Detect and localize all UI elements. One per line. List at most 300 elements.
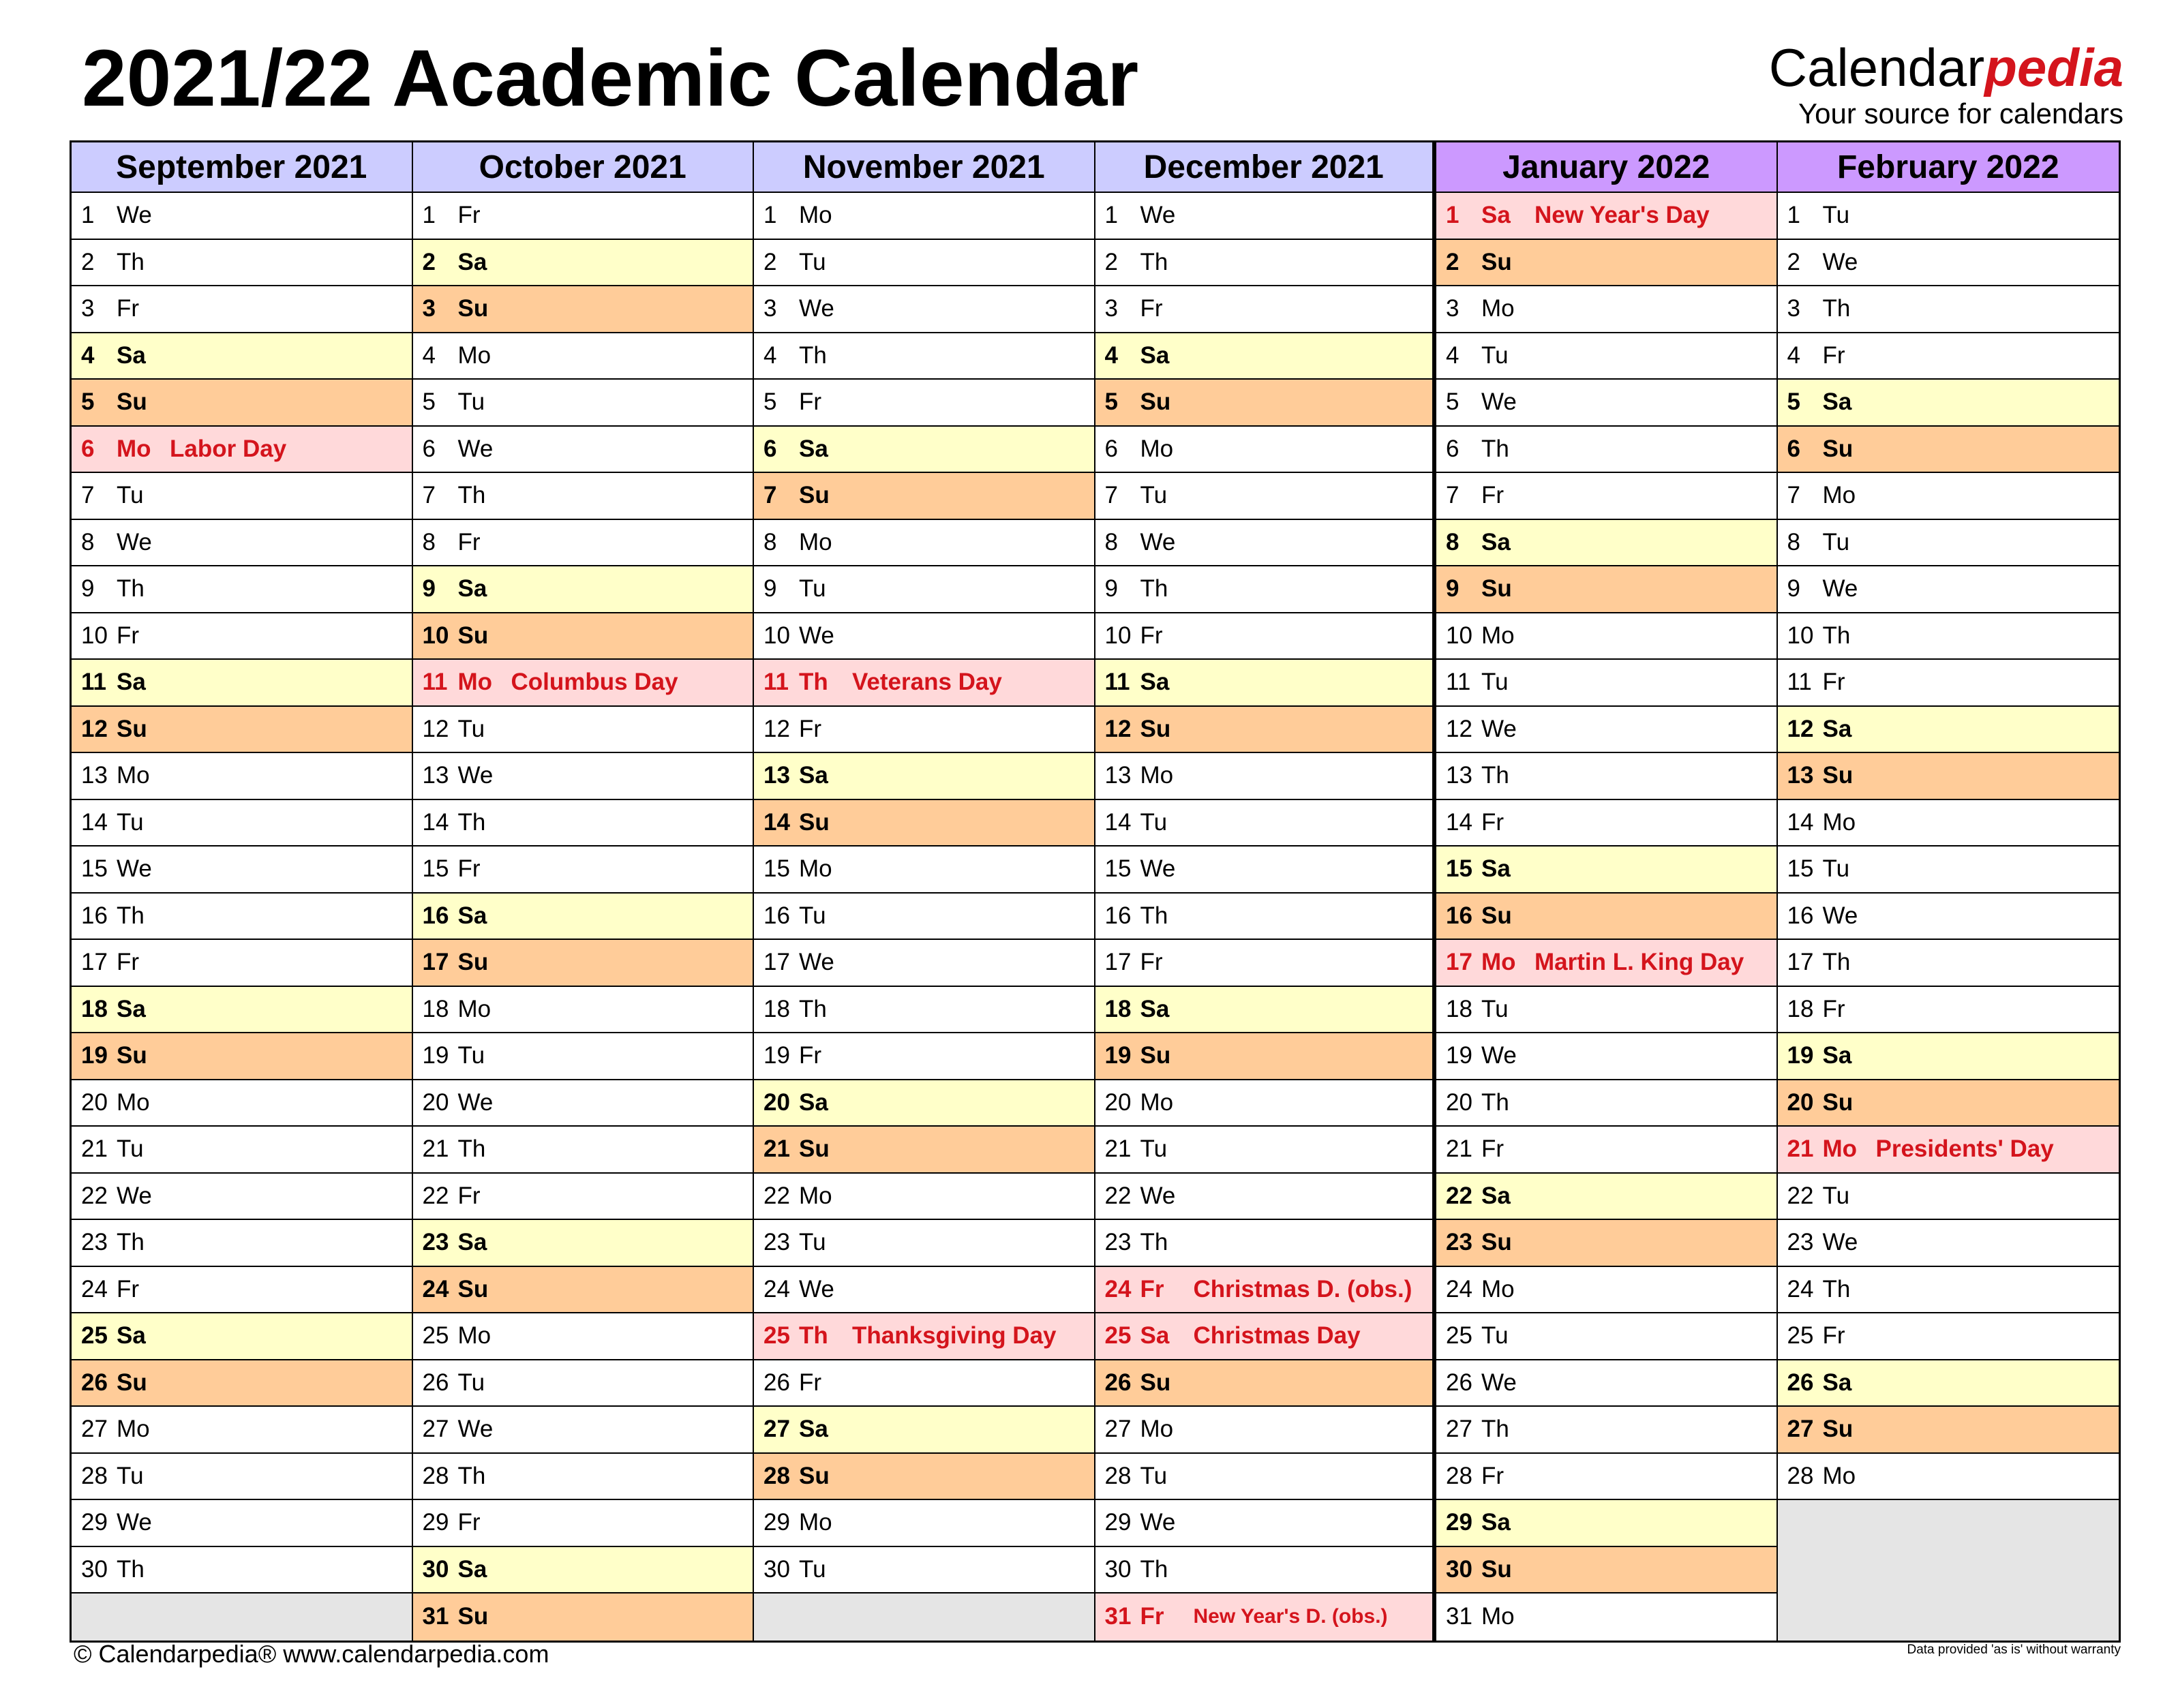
day-cell <box>1436 1174 1776 1221</box>
day-number: 10 <box>763 622 790 649</box>
day-of-week: Mo <box>117 1088 150 1116</box>
day-cell <box>1778 1033 2119 1080</box>
day-cell <box>1095 753 1433 800</box>
day-of-week: Sa <box>1822 715 1852 742</box>
day-number: 17 <box>81 949 108 976</box>
day-of-week: Tu <box>117 1135 144 1163</box>
day-of-week: Mo <box>799 202 832 229</box>
day-cell <box>1436 800 1776 847</box>
day-number: 13 <box>422 762 449 789</box>
day-cell <box>72 1174 412 1221</box>
day-of-week: Th <box>117 1555 145 1583</box>
day-of-week: Su <box>799 1135 830 1163</box>
day-number: 2 <box>422 248 436 275</box>
day-of-week: Sa <box>457 575 487 603</box>
day-cell <box>1095 1454 1433 1501</box>
brand-name-part1: Calendar <box>1768 37 1985 97</box>
day-cell <box>1436 894 1776 941</box>
day-cell <box>1095 940 1433 987</box>
day-of-week: Th <box>799 995 827 1022</box>
day-of-week: Mo <box>1481 295 1515 322</box>
day-cell <box>1095 1220 1433 1267</box>
holiday-name: New Year's Day <box>1534 202 1710 229</box>
day-of-week: Fr <box>1481 1462 1504 1489</box>
day-cell <box>413 940 753 987</box>
day-number: 22 <box>1104 1182 1132 1209</box>
day-of-week: Fr <box>117 295 140 322</box>
day-cell <box>1778 427 2119 474</box>
day-cell <box>1095 660 1433 707</box>
day-of-week: We <box>1822 1229 1858 1256</box>
empty-cell <box>754 1593 1094 1641</box>
day-number: 29 <box>1104 1509 1132 1536</box>
day-of-week: We <box>457 1416 494 1443</box>
day-cell <box>1095 1033 1433 1080</box>
day-number: 9 <box>422 575 436 603</box>
day-number: 19 <box>763 1042 790 1069</box>
day-of-week: We <box>1481 388 1517 416</box>
day-cell <box>1095 473 1433 520</box>
day-of-week: Mo <box>799 1182 832 1209</box>
day-cell <box>754 1220 1094 1267</box>
day-cell <box>413 1267 753 1314</box>
day-number: 30 <box>763 1555 790 1583</box>
day-of-week: Th <box>457 808 486 836</box>
day-of-week: Tu <box>1481 995 1509 1022</box>
day-of-week: Su <box>799 808 830 836</box>
day-of-week: Sa <box>799 1088 828 1116</box>
day-number: 9 <box>81 575 95 603</box>
brand-logo[interactable] <box>1768 37 2123 129</box>
day-cell <box>754 847 1094 894</box>
holiday-cell <box>1436 193 1776 240</box>
day-of-week: Fr <box>799 715 822 742</box>
day-cell <box>1778 520 2119 567</box>
day-number: 30 <box>1446 1555 1472 1583</box>
day-number: 21 <box>1446 1135 1472 1163</box>
day-of-week: Su <box>457 295 489 322</box>
day-cell <box>1778 1220 2119 1267</box>
day-number: 8 <box>1446 528 1459 555</box>
day-number: 11 <box>1446 669 1471 696</box>
day-of-week: Sa <box>799 762 828 789</box>
day-of-week: Mo <box>1481 622 1515 649</box>
day-number: 12 <box>81 715 108 742</box>
day-number: 25 <box>763 1322 790 1349</box>
day-number: 14 <box>763 808 790 836</box>
day-number: 31 <box>1104 1603 1132 1630</box>
day-of-week: Th <box>1822 622 1851 649</box>
day-cell <box>72 987 412 1034</box>
day-number: 30 <box>422 1555 449 1583</box>
day-cell <box>754 1080 1094 1127</box>
day-of-week: Sa <box>1140 341 1170 369</box>
day-cell <box>1778 940 2119 987</box>
day-cell <box>72 380 412 427</box>
day-number: 7 <box>1787 482 1800 509</box>
day-number: 24 <box>422 1275 449 1302</box>
day-cell <box>1436 520 1776 567</box>
day-cell <box>1095 1547 1433 1594</box>
month-column <box>1436 142 1778 1641</box>
day-number: 7 <box>422 482 436 509</box>
day-cell <box>1436 707 1776 754</box>
day-number: 5 <box>422 388 436 416</box>
day-cell <box>1436 660 1776 707</box>
day-cell <box>413 1080 753 1127</box>
day-cell <box>1778 707 2119 754</box>
day-of-week: Mo <box>1822 808 1856 836</box>
day-of-week: Sa <box>1822 388 1852 416</box>
day-of-week: Su <box>117 1042 147 1069</box>
day-of-week: Tu <box>1140 482 1168 509</box>
day-of-week: Th <box>117 902 145 929</box>
day-number: 30 <box>1104 1555 1132 1583</box>
day-cell <box>72 894 412 941</box>
day-of-week: Tu <box>1822 855 1850 883</box>
day-cell <box>413 1360 753 1407</box>
day-of-week: Fr <box>1140 1275 1164 1302</box>
month-column <box>754 142 1095 1641</box>
day-number: 9 <box>1104 575 1118 603</box>
day-of-week: Su <box>1481 575 1512 603</box>
day-number: 11 <box>422 669 448 696</box>
day-cell <box>413 613 753 660</box>
day-cell <box>1095 520 1433 567</box>
holiday-name: New Year's D. (obs.) <box>1193 1605 1388 1628</box>
day-of-week: Sa <box>1481 855 1511 883</box>
day-number: 27 <box>1104 1416 1132 1443</box>
day-cell <box>1436 847 1776 894</box>
day-number: 5 <box>81 388 95 416</box>
day-cell <box>1436 1080 1776 1127</box>
day-of-week: Su <box>1140 1042 1171 1069</box>
day-cell <box>413 1127 753 1174</box>
day-cell <box>754 240 1094 287</box>
day-cell <box>72 1313 412 1360</box>
day-number: 21 <box>1104 1135 1132 1163</box>
day-of-week: We <box>1481 1369 1517 1396</box>
day-number: 25 <box>1104 1322 1132 1349</box>
day-number: 7 <box>81 482 95 509</box>
day-of-week: Su <box>117 715 147 742</box>
day-number: 15 <box>81 855 108 883</box>
day-number: 15 <box>422 855 449 883</box>
day-of-week: Fr <box>457 528 481 555</box>
day-of-week: Sa <box>117 1322 146 1349</box>
day-cell <box>1095 1174 1433 1221</box>
day-cell <box>72 1500 412 1547</box>
day-number: 27 <box>1446 1416 1472 1443</box>
day-of-week: Fr <box>1140 949 1163 976</box>
day-number: 25 <box>81 1322 108 1349</box>
day-number: 1 <box>1787 202 1800 229</box>
day-number: 9 <box>1446 575 1459 603</box>
day-number: 12 <box>1446 715 1472 742</box>
day-of-week: Mo <box>1140 1416 1174 1443</box>
day-cell <box>1778 1174 2119 1221</box>
day-of-week: Su <box>1481 248 1512 275</box>
day-of-week: We <box>1140 1509 1176 1536</box>
day-number: 30 <box>81 1555 108 1583</box>
day-of-week: Mo <box>1481 949 1516 976</box>
day-cell <box>754 1174 1094 1221</box>
day-of-week: Tu <box>117 482 144 509</box>
day-of-week: Tu <box>117 808 144 836</box>
holiday-name: Thanksgiving Day <box>852 1322 1057 1349</box>
day-of-week: We <box>117 1182 152 1209</box>
day-number: 18 <box>422 995 449 1022</box>
day-number: 18 <box>1446 995 1472 1022</box>
day-of-week: Sa <box>1140 995 1170 1022</box>
holiday-name: Veterans Day <box>852 669 1002 696</box>
day-cell <box>72 1454 412 1501</box>
day-number: 16 <box>1787 902 1814 929</box>
day-cell <box>754 427 1094 474</box>
day-number: 18 <box>81 995 108 1022</box>
month-column <box>1778 142 2119 1641</box>
day-cell <box>413 473 753 520</box>
day-of-week: Th <box>1481 1088 1509 1116</box>
day-of-week: We <box>1140 202 1176 229</box>
day-number: 28 <box>81 1462 108 1489</box>
day-number: 3 <box>422 295 436 322</box>
holiday-name: Labor Day <box>170 435 287 462</box>
day-of-week: Su <box>1140 715 1171 742</box>
day-of-week: Tu <box>1822 1182 1850 1209</box>
month-header: January 2022 <box>1436 142 1776 193</box>
empty-cell <box>1778 1500 2119 1641</box>
day-cell <box>1436 1407 1776 1454</box>
calendar-grid <box>70 140 2121 1643</box>
day-number: 1 <box>81 202 95 229</box>
day-of-week: Th <box>457 482 486 509</box>
day-of-week: Th <box>117 1229 145 1256</box>
day-cell <box>1778 566 2119 613</box>
day-number: 1 <box>1104 202 1118 229</box>
day-number: 16 <box>422 902 449 929</box>
day-of-week: Fr <box>1481 1135 1504 1163</box>
day-cell <box>72 660 412 707</box>
day-of-week: Su <box>1481 1229 1512 1256</box>
day-cell <box>1778 753 2119 800</box>
day-cell <box>72 1547 412 1594</box>
day-number: 19 <box>1104 1042 1132 1069</box>
day-of-week: Fr <box>799 388 822 416</box>
day-cell <box>1436 473 1776 520</box>
day-of-week: We <box>1481 1042 1517 1069</box>
day-cell <box>72 520 412 567</box>
day-number: 24 <box>1446 1275 1472 1302</box>
day-cell <box>1778 660 2119 707</box>
month-column <box>413 142 755 1641</box>
day-of-week: Tu <box>799 575 826 603</box>
day-cell <box>413 1454 753 1501</box>
day-number: 24 <box>81 1275 108 1302</box>
day-number: 19 <box>81 1042 108 1069</box>
day-of-week: Sa <box>1481 1182 1511 1209</box>
day-cell <box>413 1500 753 1547</box>
day-of-week: We <box>117 528 152 555</box>
day-cell <box>1095 847 1433 894</box>
day-number: 22 <box>81 1182 108 1209</box>
day-cell <box>72 333 412 380</box>
day-number: 8 <box>1104 528 1118 555</box>
day-number: 18 <box>763 995 790 1022</box>
day-of-week: Tu <box>799 1229 826 1256</box>
day-of-week: We <box>799 949 834 976</box>
brand-name <box>1768 37 2123 97</box>
day-number: 29 <box>422 1509 449 1536</box>
day-number: 21 <box>763 1135 790 1163</box>
day-number: 3 <box>763 295 777 322</box>
day-cell <box>754 1267 1094 1314</box>
day-number: 14 <box>1787 808 1814 836</box>
day-of-week: We <box>1822 248 1858 275</box>
day-number: 8 <box>1787 528 1800 555</box>
day-of-week: Mo <box>799 855 832 883</box>
day-cell <box>754 940 1094 987</box>
day-cell <box>413 753 753 800</box>
day-cell <box>72 1127 412 1174</box>
day-number: 29 <box>763 1509 790 1536</box>
day-number: 10 <box>81 622 108 649</box>
day-number: 2 <box>1446 248 1459 275</box>
day-cell <box>72 1220 412 1267</box>
day-cell <box>754 1547 1094 1594</box>
day-number: 13 <box>763 762 790 789</box>
day-number: 15 <box>1104 855 1132 883</box>
day-of-week: We <box>799 622 834 649</box>
day-of-week: Su <box>1822 762 1854 789</box>
day-cell <box>1095 427 1433 474</box>
day-cell <box>1778 333 2119 380</box>
day-of-week: We <box>1822 902 1858 929</box>
day-of-week: Mo <box>117 762 150 789</box>
day-number: 20 <box>422 1088 449 1116</box>
day-of-week: Tu <box>457 1369 485 1396</box>
day-number: 19 <box>1446 1042 1472 1069</box>
day-of-week: Mo <box>117 1416 150 1443</box>
day-of-week: Tu <box>457 1042 485 1069</box>
day-cell <box>754 473 1094 520</box>
day-cell <box>1778 613 2119 660</box>
day-cell <box>413 427 753 474</box>
day-of-week: Fr <box>1140 622 1163 649</box>
day-cell <box>754 380 1094 427</box>
day-number: 20 <box>1446 1088 1472 1116</box>
day-of-week: Sa <box>1822 1369 1852 1396</box>
day-of-week: Sa <box>799 1416 828 1443</box>
day-of-week: Tu <box>1140 1135 1168 1163</box>
day-cell <box>72 707 412 754</box>
day-cell <box>1436 1313 1776 1360</box>
day-cell <box>754 193 1094 240</box>
day-of-week: Tu <box>1481 341 1509 369</box>
day-number: 23 <box>763 1229 790 1256</box>
day-number: 8 <box>422 528 436 555</box>
footer-disclaimer: Data provided 'as is' without warranty <box>1907 1643 2121 1657</box>
day-cell <box>413 1220 753 1267</box>
day-cell <box>754 613 1094 660</box>
day-number: 10 <box>1104 622 1132 649</box>
day-of-week: Th <box>1140 575 1168 603</box>
day-of-week: Su <box>1140 1369 1171 1396</box>
day-number: 12 <box>1787 715 1814 742</box>
day-number: 29 <box>1446 1509 1472 1536</box>
day-number: 28 <box>1787 1462 1814 1489</box>
day-of-week: Mo <box>1822 1135 1858 1163</box>
day-cell <box>754 1407 1094 1454</box>
day-number: 4 <box>422 341 436 369</box>
day-number: 25 <box>422 1322 449 1349</box>
month-header: November 2021 <box>754 142 1094 193</box>
day-cell <box>754 1360 1094 1407</box>
day-number: 26 <box>1787 1369 1814 1396</box>
day-of-week: Su <box>799 482 830 509</box>
day-of-week: Th <box>1481 762 1509 789</box>
day-of-week: Mo <box>457 995 491 1022</box>
day-number: 15 <box>1787 855 1814 883</box>
day-number: 9 <box>763 575 777 603</box>
day-number: 23 <box>1446 1229 1472 1256</box>
month-header: February 2022 <box>1778 142 2119 193</box>
day-number: 22 <box>763 1182 790 1209</box>
day-number: 11 <box>1104 669 1130 696</box>
day-of-week: Fr <box>799 1369 822 1396</box>
day-number: 16 <box>81 902 108 929</box>
day-number: 27 <box>81 1416 108 1443</box>
day-number: 17 <box>1446 949 1472 976</box>
day-cell <box>1778 1407 2119 1454</box>
day-cell <box>754 894 1094 941</box>
day-of-week: Th <box>1822 295 1851 322</box>
day-cell <box>754 286 1094 333</box>
day-number: 13 <box>1446 762 1472 789</box>
day-cell <box>754 753 1094 800</box>
day-of-week: Su <box>1822 435 1854 462</box>
day-of-week: We <box>1481 715 1517 742</box>
day-of-week: Th <box>1481 435 1509 462</box>
day-cell <box>754 1454 1094 1501</box>
day-number: 4 <box>1787 341 1800 369</box>
brand-tagline: Your source for calendars <box>1798 97 2123 129</box>
day-of-week: Tu <box>1140 1462 1168 1489</box>
day-of-week: Fr <box>1822 341 1845 369</box>
day-cell <box>413 800 753 847</box>
page-title: 2021/22 Academic Calendar <box>82 33 1139 123</box>
day-number: 21 <box>422 1135 449 1163</box>
day-of-week: Th <box>117 248 145 275</box>
day-cell <box>1778 1267 2119 1314</box>
holiday-cell <box>1095 1593 1433 1641</box>
day-of-week: Sa <box>117 669 146 696</box>
day-cell <box>1778 1313 2119 1360</box>
day-number: 19 <box>422 1042 449 1069</box>
day-number: 20 <box>81 1088 108 1116</box>
day-cell <box>413 333 753 380</box>
day-of-week: We <box>1140 855 1176 883</box>
day-of-week: Fr <box>117 949 140 976</box>
day-cell <box>72 240 412 287</box>
day-cell <box>1436 1033 1776 1080</box>
day-of-week: Sa <box>1481 528 1511 555</box>
day-of-week: Fr <box>1481 482 1504 509</box>
day-of-week: Fr <box>117 622 140 649</box>
holiday-name: Martin L. King Day <box>1534 949 1744 976</box>
empty-cell <box>72 1593 412 1641</box>
footer-copyright: © Calendarpedia® www.calendarpedia.com <box>74 1640 549 1668</box>
